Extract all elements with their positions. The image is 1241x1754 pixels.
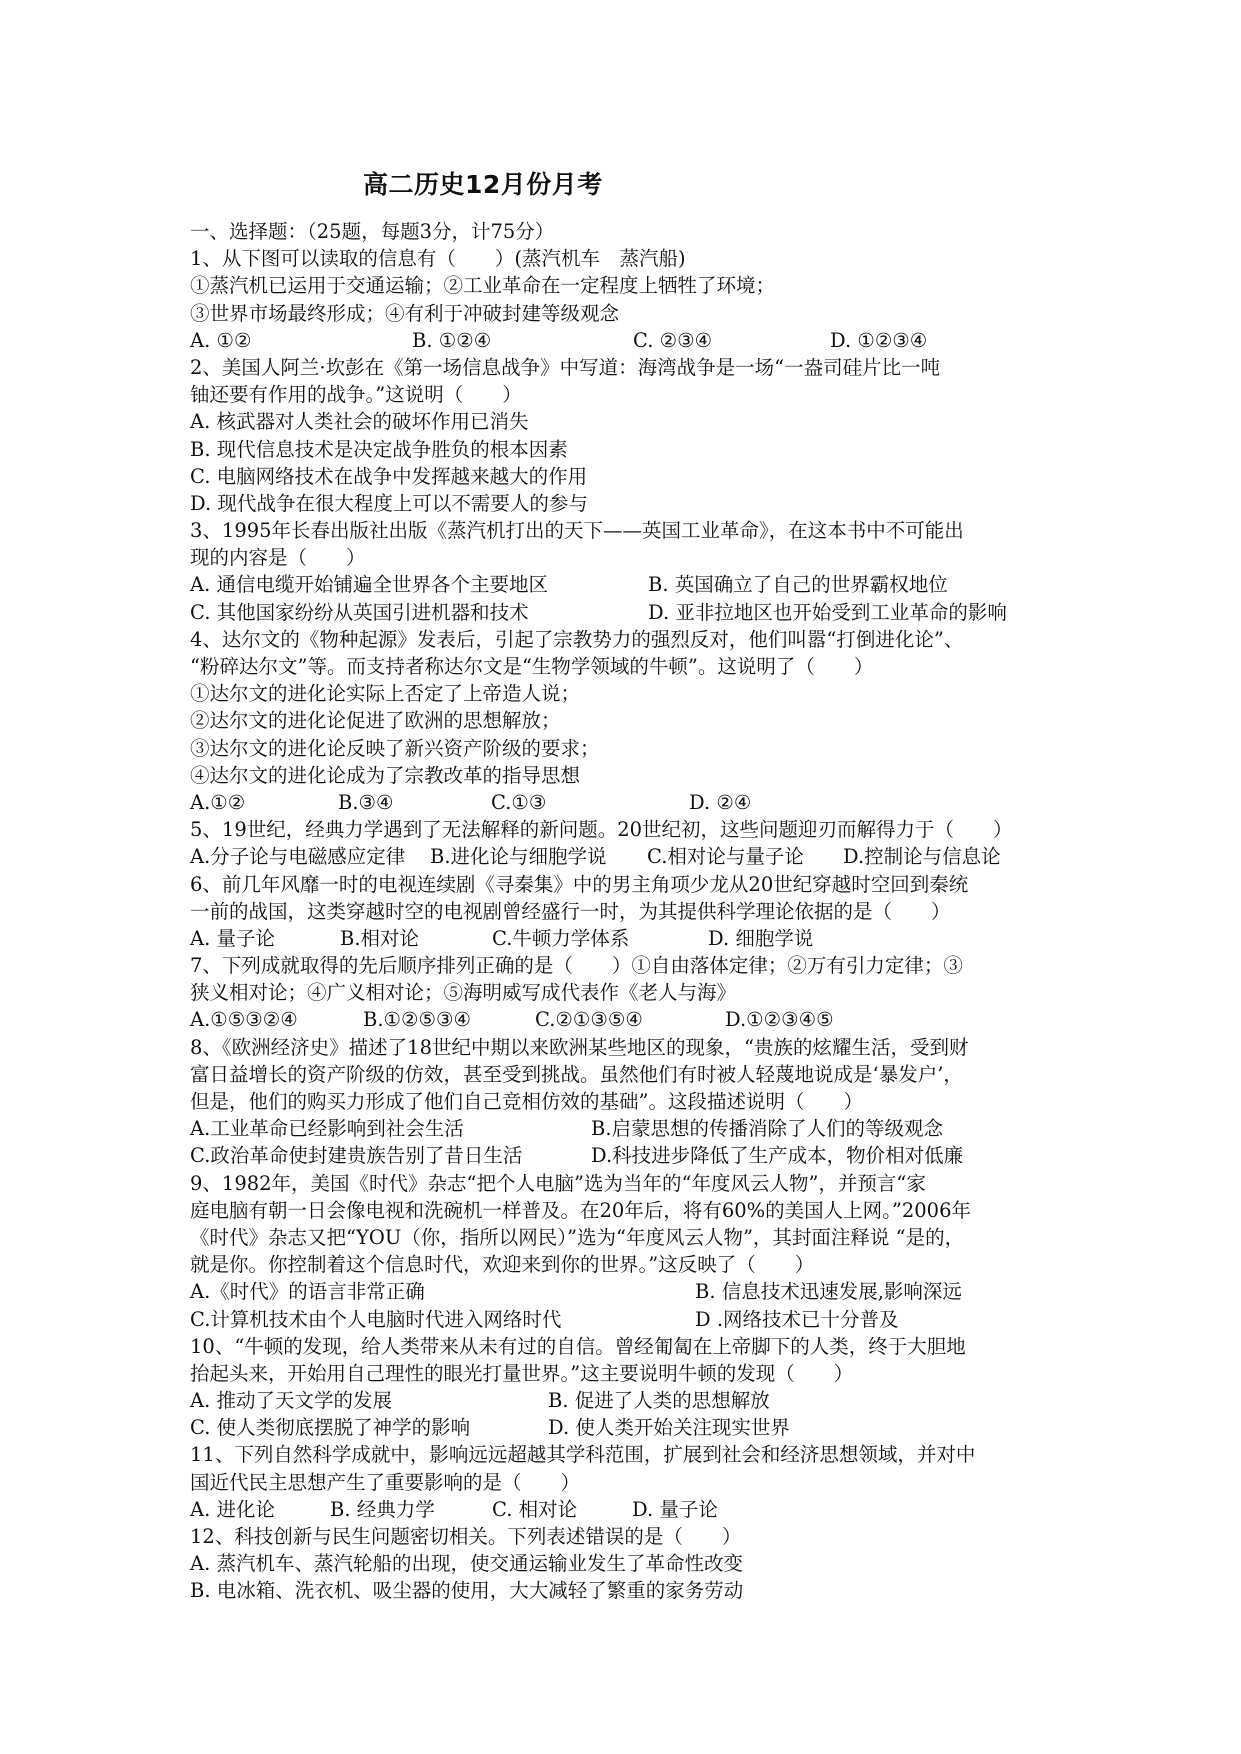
question-9-option-d: D .网络技术已十分普及: [695, 1307, 899, 1331]
question-6-options: [190, 925, 1190, 952]
question-11-option-c: C. 相对论: [492, 1497, 578, 1521]
question-7-stem-line-1: 7、下列成就取得的先后顺序排列正确的是（ ）①自由落体定律；②万有引力定律；③: [190, 954, 963, 978]
question-4-option-c: C.①③: [491, 790, 547, 814]
question-6-stem-line-2: 一前的战国，这类穿越时空的电视剧曾经盛行一时，为其提供科学理论依据的是（ ）: [190, 899, 951, 923]
question-9-options-row-2: [190, 1306, 1190, 1333]
question-3-option-c: C. 其他国家纷纷从英国引进机器和技术: [190, 600, 529, 624]
question-10-option-a: A. 推动了天文学的发展: [190, 1389, 392, 1413]
question-11-option-a: A. 进化论: [190, 1497, 275, 1521]
question-10-options-row-2: [190, 1414, 1190, 1441]
question-9-option-c: C.计算机技术由个人电脑时代进入网络时代: [190, 1307, 562, 1331]
page-title: 高二历史12月份月考: [363, 170, 603, 199]
question-10-stem-line-2: 抬起头来，开始用自己理性的眼光打量世界。”这主要说明牛顿的发现（ ）: [190, 1361, 854, 1385]
question-1-stem: 1、从下图可以读取的信息有（ ）(蒸汽机车 蒸汽船): [190, 247, 686, 271]
question-9-stem-line-3: 《时代》杂志又把“YOU（你，指所以网民）”选为“年度风云人物”，其封面注释说 “是的，: [190, 1225, 965, 1249]
question-4-statement-1: ①达尔文的进化论实际上否定了上帝造人说；: [190, 682, 581, 706]
question-7-option-c: C.②①③⑤④: [535, 1008, 643, 1032]
question-7-option-d: D.①②③④⑤: [725, 1008, 834, 1032]
question-5-option-c: C.相对论与量子论: [647, 845, 804, 869]
question-11-options: [190, 1496, 1190, 1523]
question-12-option-b: B. 电冰箱、洗衣机、吸尘器的使用，大大减轻了繁重的家务劳动: [190, 1579, 744, 1603]
question-2-option-d: D. 现代战争在很大程度上可以不需要人的参与: [190, 491, 588, 515]
question-6-option-b: B.相对论: [340, 926, 420, 950]
question-10-stem-line-1: 10、“牛顿的发现，给人类带来从未有过的自信。曾经匍匐在上帝脚下的人类，终于大胆地: [190, 1334, 966, 1358]
question-3-options-row-1: [190, 571, 1190, 598]
question-9-option-b: B. 信息技术迅速发展,影响深远: [695, 1280, 962, 1304]
exam-content: [190, 218, 1190, 1605]
question-3-stem-line-1: 3、1995年长春出版社出版《蒸汽机打出的天下——英国工业革命》，在这本书中不可能出: [190, 519, 964, 543]
question-8-stem-line-1: 8、《欧洲经济史》描述了18世纪中期以来欧洲某些地区的现象，“贵族的炫耀生活，受到财: [190, 1035, 969, 1059]
question-4-option-d: D. ②④: [689, 790, 752, 814]
question-5-option-b: B.进化论与细胞学说: [430, 845, 607, 869]
question-4-statement-4: ④达尔文的进化论成为了宗教改革的指导思想: [190, 763, 581, 787]
question-10-option-b: B. 促进了人类的思想解放: [548, 1389, 770, 1413]
question-8-option-c: C.政治革命使封建贵族告别了昔日生活: [190, 1144, 523, 1168]
question-12-option-a: A. 蒸汽机车、蒸汽轮船的出现，使交通运输业发生了革命性改变: [190, 1552, 743, 1576]
question-3-option-d: D. 亚非拉地区也开始受到工业革命的影响: [648, 600, 1007, 624]
question-4-options: [190, 789, 1190, 816]
question-1-option-c: C. ②③④: [633, 328, 713, 352]
question-8-option-b: B.启蒙思想的传播消除了人们的等级观念: [591, 1117, 944, 1141]
question-8-stem-line-2: 富日益增长的资产阶级的仿效，甚至受到挑战。虽然他们有时被人轻蔑地说成是‘暴发户’，: [190, 1062, 963, 1086]
question-7-options: [190, 1006, 1190, 1033]
question-2-stem-line-2: 铀还要有作用的战争。”这说明（ ）: [190, 383, 522, 407]
question-1-options: [190, 327, 1190, 354]
question-3-option-a: A. 通信电缆开始铺遍全世界各个主要地区: [190, 573, 548, 597]
question-11-option-b: B. 经典力学: [330, 1497, 435, 1521]
question-4-stem-line-2: “粉碎达尔文”等。而支持者称达尔文是“生物学领域的牛顿”。这说明了（ ）: [190, 655, 874, 678]
question-7-option-a: A.①⑤③②④: [190, 1008, 298, 1032]
question-4-option-a: A.①②: [190, 790, 246, 814]
question-11-stem-line-2: 国近代民主思想产生了重要影响的是（ ）: [190, 1470, 581, 1494]
question-6-option-d: D. 细胞学说: [708, 926, 814, 950]
question-11-stem-line-1: 11、下列自然科学成就中，影响远远超越其学科范围，扩展到社会和经济思想领域，并对中: [190, 1443, 976, 1467]
question-3-stem-line-2: 现的内容是（ ）: [190, 546, 366, 570]
question-5-option-a: A.分子论与电磁感应定律: [190, 845, 406, 869]
question-5-options: [190, 843, 1190, 870]
question-9-options-row-1: [190, 1278, 1190, 1305]
question-2-option-c: C. 电脑网络技术在战争中发挥越来越大的作用: [190, 464, 588, 488]
question-4-stem-line-1: 4、达尔文的《物种起源》发表后，引起了宗教势力的强烈反对，他们叫嚣“打倒进化论”、: [190, 627, 964, 651]
question-5-stem: 5、19世纪，经典力学遇到了无法解释的新问题。20世纪初，这些问题迎刃而解得力于（ ）: [190, 818, 1013, 842]
question-11-option-d: D. 量子论: [632, 1497, 718, 1521]
question-4-statement-3: ③达尔文的进化论反映了新兴资产阶级的要求；: [190, 736, 600, 760]
question-1-option-b: B. ①②④: [412, 328, 492, 352]
question-4-option-b: B.③④: [338, 790, 394, 814]
question-9-option-a: A.《时代》的语言非常正确: [190, 1280, 425, 1304]
question-9-stem-line-4: 就是你。你控制着这个信息时代，欢迎来到你的世界。”这反映了（ ）: [190, 1253, 815, 1277]
question-7-stem-line-2: 狭义相对论；④广义相对论；⑤海明威写成代表作《老人与海》: [190, 981, 737, 1005]
question-1-statement-1: ①蒸汽机已运用于交通运输；②工业革命在一定程度上牺牲了环境；: [190, 274, 776, 298]
question-3-options-row-2: [190, 599, 1190, 626]
question-8-option-d: D.科技进步降低了生产成本，物价相对低廉: [591, 1144, 964, 1168]
question-8-options-row-2: [190, 1142, 1190, 1169]
question-2-option-a: A. 核武器对人类社会的破坏作用已消失: [190, 410, 529, 434]
question-5-option-d: D.控制论与信息论: [843, 845, 1001, 869]
question-1-option-a: A. ①②: [190, 328, 252, 352]
question-9-stem-line-2: 庭电脑有朝一日会像电视和洗碗机一样普及。在20年后，将有60%的美国人上网。”2006年: [190, 1198, 972, 1222]
question-10-option-c: C. 使人类彻底摆脱了神学的影响: [190, 1416, 471, 1440]
question-9-stem-line-1: 9、1982年，美国《时代》杂志“把个人电脑”选为当年的“年度风云人物”，并预言“家: [190, 1171, 926, 1195]
question-2-stem-line-1: 2、美国人阿兰·坎彭在《第一场信息战争》中写道：海湾战争是一场“一盎司硅片比一吨: [190, 355, 941, 379]
question-10-option-d: D. 使人类开始关注现实世界: [548, 1416, 790, 1440]
question-12-stem: 12、科技创新与民生问题密切相关。下列表述错误的是（ ）: [190, 1525, 742, 1548]
question-8-option-a: A.工业革命已经影响到社会生活: [190, 1117, 464, 1141]
question-8-options-row-1: [190, 1115, 1190, 1142]
question-6-option-a: A. 量子论: [190, 926, 275, 950]
question-3-option-b: B. 英国确立了自己的世界霸权地位: [648, 573, 948, 597]
section-heading: 一、选择题：（25题，每题3分，计75分）: [190, 220, 555, 243]
question-10-options-row-1: [190, 1387, 1190, 1414]
question-4-statement-2: ②达尔文的进化论促进了欧洲的思想解放；: [190, 709, 561, 733]
question-6-stem-line-1: 6、前几年风靡一时的电视连续剧《寻秦集》中的男主角项少龙从20世纪穿越时空回到秦统: [190, 872, 969, 896]
question-7-option-b: B.①②⑤③④: [363, 1008, 471, 1032]
question-1-statement-2: ③世界市场最终形成；④有利于冲破封建等级观念: [190, 301, 620, 325]
question-6-option-c: C.牛顿力学体系: [492, 926, 630, 950]
question-2-option-b: B. 现代信息技术是决定战争胜负的根本因素: [190, 437, 568, 461]
question-8-stem-line-3: 但是，他们的购买力形成了他们自己竞相仿效的基础”。这段描述说明（ ）: [190, 1090, 863, 1113]
question-1-option-d: D. ①②③④: [830, 328, 928, 352]
